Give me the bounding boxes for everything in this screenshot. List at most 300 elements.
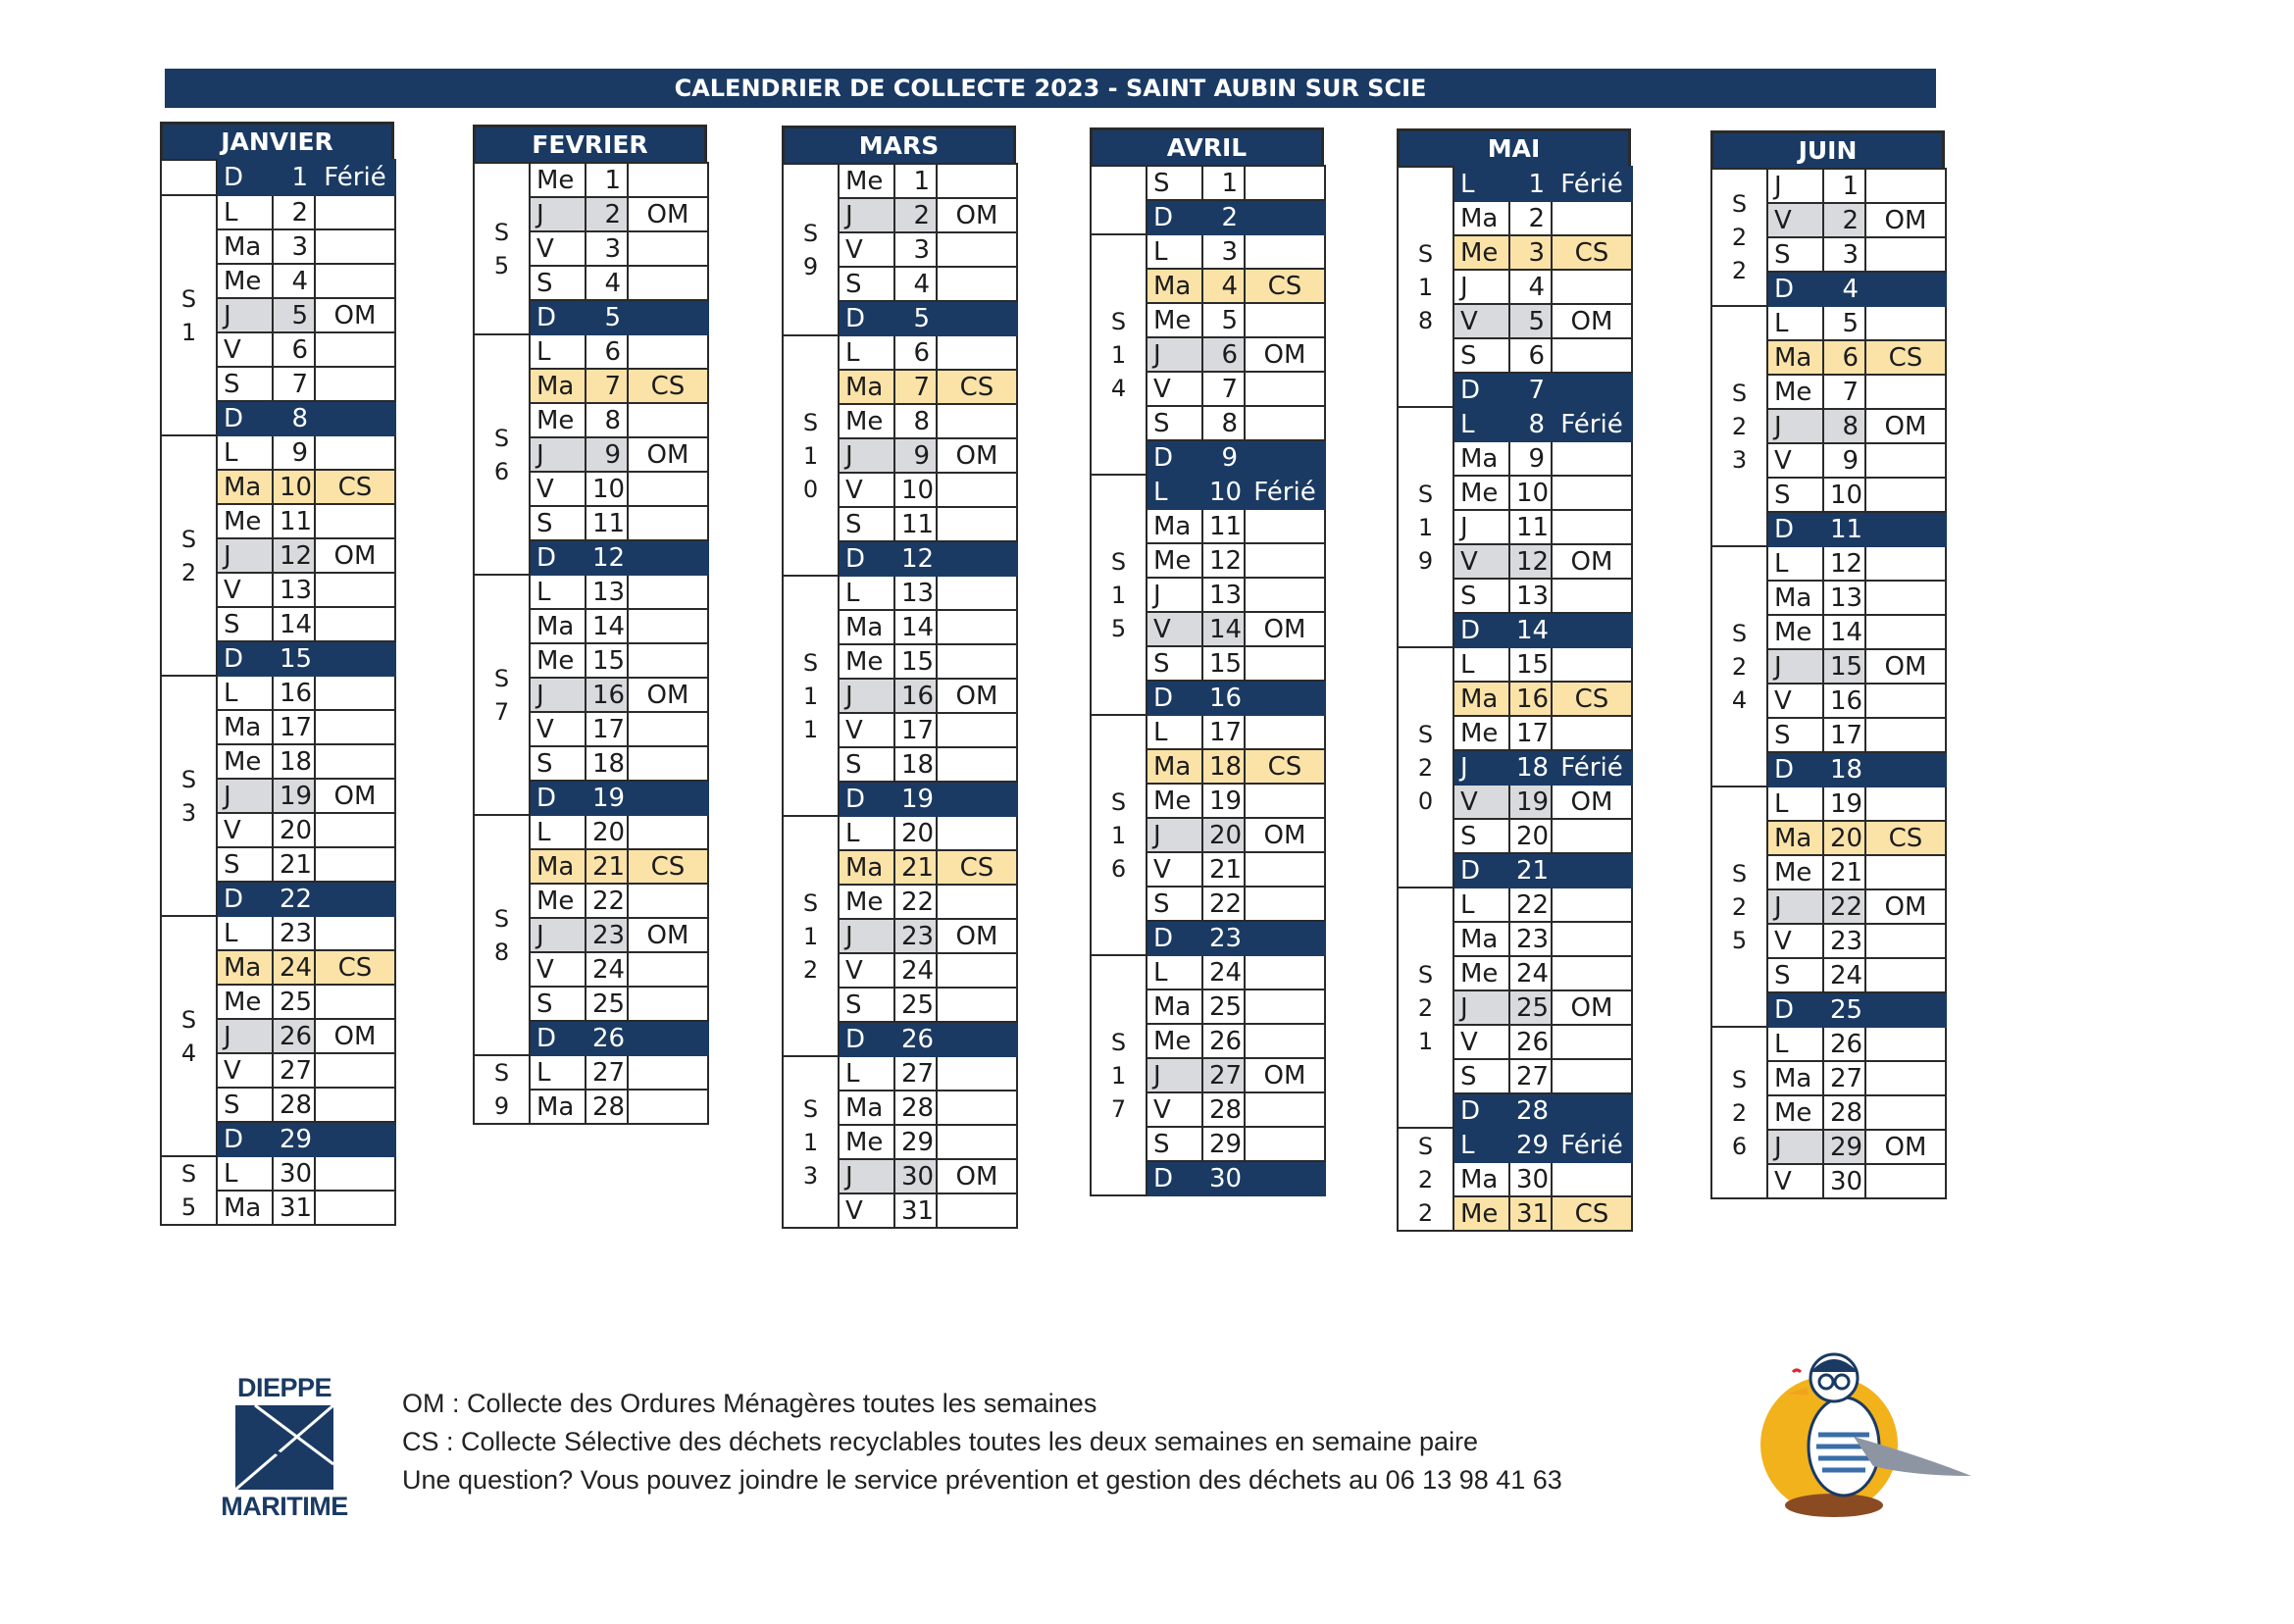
day-row — [1398, 888, 1632, 922]
day-abbrev: J — [1147, 578, 1202, 612]
logo-bottom-text: MARITIME — [221, 1492, 348, 1521]
collection-type — [1865, 958, 1946, 992]
collection-type — [1245, 372, 1325, 406]
day-abbrev: S — [1147, 646, 1202, 681]
collection-type — [1245, 509, 1325, 543]
day-abbrev: D — [530, 1021, 586, 1055]
day-abbrev: Ma — [1147, 990, 1202, 1024]
collection-type — [315, 367, 395, 401]
collection-type — [1865, 443, 1946, 478]
collection-type — [1245, 681, 1325, 715]
day-abbrev: S — [1147, 887, 1202, 921]
collection-type — [1552, 1059, 1632, 1093]
day-number: 3 — [273, 229, 315, 264]
day-number: 23 — [1823, 924, 1865, 958]
week-label: S 9 — [783, 164, 839, 335]
day-number: 23 — [273, 916, 315, 950]
day-number: 20 — [894, 816, 937, 850]
day-row — [161, 195, 395, 229]
day-abbrev: D — [530, 540, 586, 575]
day-abbrev: V — [1453, 544, 1509, 579]
collection-type — [628, 300, 708, 334]
day-abbrev: V — [217, 573, 273, 607]
collection-type: CS — [315, 470, 395, 504]
day-number: 27 — [586, 1055, 628, 1090]
day-number: 19 — [273, 779, 315, 813]
collection-type: CS — [1245, 749, 1325, 784]
collection-type — [1865, 718, 1946, 752]
day-number: 25 — [1823, 992, 1865, 1027]
day-number: 12 — [894, 541, 937, 576]
collection-type: Férié — [1552, 167, 1632, 201]
day-row — [161, 1156, 395, 1191]
week-label — [1091, 166, 1147, 234]
collection-type: CS — [1552, 682, 1632, 716]
day-number: 31 — [894, 1193, 937, 1228]
week-label: S 1 9 — [1398, 407, 1453, 647]
day-number: 26 — [1509, 1025, 1552, 1059]
day-number: 28 — [1202, 1092, 1245, 1127]
day-abbrev: S — [217, 847, 273, 882]
collection-type — [1865, 1061, 1946, 1095]
collection-type — [1552, 956, 1632, 990]
day-row — [161, 160, 395, 195]
day-abbrev: Ma — [1453, 441, 1509, 476]
day-number: 24 — [1509, 956, 1552, 990]
day-abbrev: V — [530, 952, 586, 987]
day-number: 13 — [1823, 581, 1865, 615]
day-abbrev: Ma — [1147, 269, 1202, 303]
collection-type — [315, 229, 395, 264]
week-label: S 1 1 — [783, 576, 839, 816]
collection-type: OM — [1865, 889, 1946, 924]
collection-type — [1552, 338, 1632, 373]
collection-type: OM — [1865, 649, 1946, 684]
day-abbrev: S — [1147, 166, 1202, 200]
collection-type — [1245, 578, 1325, 612]
day-abbrev: J — [1147, 1058, 1202, 1092]
day-number: 19 — [1823, 787, 1865, 821]
day-number: 11 — [1509, 510, 1552, 544]
collection-type — [937, 576, 1017, 610]
day-row — [1711, 546, 1946, 581]
collection-type — [937, 1022, 1017, 1056]
day-number: 29 — [1202, 1127, 1245, 1161]
collection-type — [1865, 924, 1946, 958]
day-row — [783, 164, 1017, 198]
day-row — [474, 163, 708, 197]
day-number: 7 — [1202, 372, 1245, 406]
collection-type — [315, 435, 395, 470]
day-abbrev: L — [1453, 888, 1509, 922]
collection-type — [937, 507, 1017, 541]
month-table — [1710, 168, 1947, 1199]
collection-type: CS — [315, 950, 395, 985]
day-abbrev: Me — [1767, 615, 1823, 649]
week-label: S 1 4 — [1091, 234, 1147, 475]
day-number: 28 — [273, 1088, 315, 1122]
day-number: 24 — [894, 953, 937, 988]
collection-type: CS — [1552, 235, 1632, 270]
collection-type: OM — [315, 298, 395, 332]
day-number: 11 — [894, 507, 937, 541]
collection-type — [937, 267, 1017, 301]
day-number: 4 — [1202, 269, 1245, 303]
month-table — [1397, 166, 1633, 1232]
day-abbrev: Me — [530, 403, 586, 437]
day-row — [474, 575, 708, 609]
collection-type — [1552, 1162, 1632, 1196]
collection-type — [1245, 440, 1325, 475]
collection-type: OM — [1245, 818, 1325, 852]
day-abbrev: S — [1147, 406, 1202, 440]
collection-type: CS — [1865, 821, 1946, 855]
day-abbrev: J — [217, 779, 273, 813]
day-abbrev: L — [530, 334, 586, 369]
week-label: S 2 2 — [1398, 1128, 1453, 1231]
day-number: 29 — [1509, 1128, 1552, 1162]
day-number: 26 — [1823, 1027, 1865, 1061]
day-number: 30 — [894, 1159, 937, 1193]
collection-type: OM — [937, 438, 1017, 473]
collection-type — [628, 334, 708, 369]
day-abbrev: D — [1147, 1161, 1202, 1195]
logo-top-text: DIEPPE — [236, 1373, 332, 1402]
day-abbrev: D — [1767, 512, 1823, 546]
day-number: 13 — [894, 576, 937, 610]
day-number: 20 — [1823, 821, 1865, 855]
day-row — [161, 676, 395, 710]
collection-type — [1865, 1095, 1946, 1130]
day-row — [783, 816, 1017, 850]
day-abbrev: D — [1453, 853, 1509, 888]
collection-type — [937, 713, 1017, 747]
day-abbrev: D — [1147, 200, 1202, 234]
day-abbrev: D — [1453, 613, 1509, 647]
day-number: 5 — [1823, 306, 1865, 340]
day-number: 27 — [1823, 1061, 1865, 1095]
month-header: MARS — [782, 126, 1016, 163]
day-number: 27 — [1509, 1059, 1552, 1093]
day-abbrev: S — [1147, 1127, 1202, 1161]
collection-type: OM — [1245, 612, 1325, 646]
day-abbrev: Ma — [217, 710, 273, 744]
day-abbrev: L — [217, 195, 273, 229]
day-number: 28 — [894, 1091, 937, 1125]
collection-type — [1245, 166, 1325, 200]
month-juin — [1710, 130, 1947, 1199]
collection-type: OM — [628, 918, 708, 952]
day-abbrev: L — [1767, 546, 1823, 581]
day-number: 12 — [1509, 544, 1552, 579]
day-number: 29 — [273, 1122, 315, 1156]
week-label: S 9 — [474, 1055, 530, 1124]
week-label: S 3 — [161, 676, 217, 916]
collection-type: CS — [937, 850, 1017, 885]
day-number: 14 — [1509, 613, 1552, 647]
collection-type: Férié — [1552, 1128, 1632, 1162]
day-abbrev: Me — [1453, 716, 1509, 750]
day-abbrev: V — [1147, 1092, 1202, 1127]
day-abbrev: D — [1453, 1093, 1509, 1128]
month-fevrier — [473, 125, 709, 1125]
day-number: 23 — [1509, 922, 1552, 956]
collection-type: Férié — [1552, 407, 1632, 441]
week-label: S 8 — [474, 815, 530, 1055]
day-abbrev: V — [1147, 852, 1202, 887]
day-abbrev: Ma — [839, 370, 894, 404]
day-abbrev: Ma — [1453, 922, 1509, 956]
day-abbrev: D — [839, 301, 894, 335]
day-number: 20 — [1202, 818, 1245, 852]
day-number: 9 — [894, 438, 937, 473]
collection-type — [315, 1156, 395, 1191]
day-number: 12 — [1823, 546, 1865, 581]
collection-type — [628, 746, 708, 781]
day-number: 27 — [1202, 1058, 1245, 1092]
day-number: 15 — [1202, 646, 1245, 681]
logo-mark-icon — [235, 1405, 333, 1490]
day-abbrev: J — [839, 198, 894, 232]
collection-type — [315, 401, 395, 435]
day-number: 31 — [1509, 1196, 1552, 1231]
day-abbrev: Me — [217, 985, 273, 1019]
day-number: 12 — [586, 540, 628, 575]
day-abbrev: V — [530, 712, 586, 746]
collection-type — [315, 641, 395, 676]
day-abbrev: L — [1147, 234, 1202, 269]
collection-type — [937, 1091, 1017, 1125]
collection-type — [1552, 476, 1632, 510]
day-number: 13 — [586, 575, 628, 609]
day-number: 28 — [1509, 1093, 1552, 1128]
collection-type — [315, 1053, 395, 1088]
day-abbrev: L — [530, 815, 586, 849]
collection-type: CS — [628, 369, 708, 403]
day-abbrev: Ma — [217, 950, 273, 985]
day-number: 26 — [1202, 1024, 1245, 1058]
collection-type — [1552, 441, 1632, 476]
day-number: 23 — [1202, 921, 1245, 955]
day-number: 14 — [894, 610, 937, 644]
day-abbrev: Ma — [530, 1090, 586, 1124]
collection-type — [1865, 992, 1946, 1027]
collection-type — [315, 916, 395, 950]
collection-type: OM — [937, 919, 1017, 953]
day-number: 13 — [273, 573, 315, 607]
day-number: 14 — [273, 607, 315, 641]
day-abbrev: V — [1453, 304, 1509, 338]
day-abbrev: V — [530, 472, 586, 506]
day-number: 18 — [1509, 750, 1552, 785]
day-abbrev: J — [1767, 889, 1823, 924]
day-row — [1398, 647, 1632, 682]
day-number: 21 — [1823, 855, 1865, 889]
day-number: 1 — [1823, 169, 1865, 203]
week-label: S 4 — [161, 916, 217, 1156]
day-abbrev: L — [1147, 475, 1202, 509]
collection-type — [1245, 852, 1325, 887]
day-number: 25 — [1509, 990, 1552, 1025]
day-abbrev: J — [530, 678, 586, 712]
day-abbrev: D — [1453, 373, 1509, 407]
day-abbrev: Ma — [1767, 821, 1823, 855]
collection-type — [937, 335, 1017, 370]
day-number: 8 — [1202, 406, 1245, 440]
day-abbrev: Me — [1147, 303, 1202, 337]
day-abbrev: S — [217, 1088, 273, 1122]
day-row — [783, 1056, 1017, 1091]
day-number: 30 — [273, 1156, 315, 1191]
collection-type — [1552, 853, 1632, 888]
day-number: 3 — [894, 232, 937, 267]
collection-type — [1865, 306, 1946, 340]
day-abbrev: L — [1453, 1128, 1509, 1162]
day-number: 2 — [1509, 201, 1552, 235]
week-label: S 5 — [474, 163, 530, 334]
day-number: 15 — [586, 643, 628, 678]
day-abbrev: S — [1767, 237, 1823, 272]
day-number: 10 — [894, 473, 937, 507]
collection-type: OM — [1552, 304, 1632, 338]
day-number: 11 — [586, 506, 628, 540]
collection-type — [1865, 581, 1946, 615]
collection-type: CS — [628, 849, 708, 884]
day-abbrev: L — [839, 576, 894, 610]
day-number: 10 — [1509, 476, 1552, 510]
day-abbrev: D — [217, 641, 273, 676]
collection-type — [1865, 237, 1946, 272]
collection-type — [937, 164, 1017, 198]
collection-type — [1245, 200, 1325, 234]
day-abbrev: S — [1767, 958, 1823, 992]
day-number: 18 — [273, 744, 315, 779]
day-abbrev: Ma — [1453, 201, 1509, 235]
week-label: S 2 6 — [1711, 1027, 1767, 1198]
collection-type — [1245, 1024, 1325, 1058]
collection-type — [628, 472, 708, 506]
day-abbrev: D — [530, 300, 586, 334]
collection-type: OM — [1865, 1130, 1946, 1164]
day-abbrev: Me — [1453, 956, 1509, 990]
day-number: 15 — [1823, 649, 1865, 684]
day-number: 16 — [273, 676, 315, 710]
collection-type — [937, 1056, 1017, 1091]
collection-type — [1865, 546, 1946, 581]
day-abbrev: L — [1453, 167, 1509, 201]
day-abbrev: Me — [839, 164, 894, 198]
day-abbrev: D — [530, 781, 586, 815]
collection-type — [1245, 887, 1325, 921]
day-number: 1 — [1202, 166, 1245, 200]
day-abbrev: Me — [1767, 1095, 1823, 1130]
day-number: 20 — [273, 813, 315, 847]
collection-type — [315, 195, 395, 229]
day-number: 6 — [586, 334, 628, 369]
day-number: 11 — [273, 504, 315, 538]
collection-type — [1245, 543, 1325, 578]
day-number: 12 — [1202, 543, 1245, 578]
day-number: 16 — [1823, 684, 1865, 718]
day-abbrev: V — [1767, 924, 1823, 958]
day-number: 18 — [586, 746, 628, 781]
day-number: 18 — [1823, 752, 1865, 787]
collection-type — [1245, 1092, 1325, 1127]
day-abbrev: S — [1453, 338, 1509, 373]
day-abbrev: J — [1453, 750, 1509, 785]
collection-type: OM — [1865, 203, 1946, 237]
week-label: S 1 3 — [783, 1056, 839, 1228]
collection-type — [1552, 270, 1632, 304]
day-abbrev: D — [1147, 921, 1202, 955]
collection-type — [315, 847, 395, 882]
day-number: 29 — [894, 1125, 937, 1159]
day-number: 12 — [273, 538, 315, 573]
week-label: S 5 — [161, 1156, 217, 1225]
day-number: 9 — [1823, 443, 1865, 478]
collection-type — [628, 1055, 708, 1090]
week-label: S 1 6 — [1091, 715, 1147, 955]
day-abbrev: Me — [1147, 1024, 1202, 1058]
collection-type — [628, 609, 708, 643]
collection-type — [1245, 234, 1325, 269]
day-number: 25 — [273, 985, 315, 1019]
day-number: 26 — [586, 1021, 628, 1055]
day-number: 25 — [1202, 990, 1245, 1024]
collection-type — [628, 1021, 708, 1055]
day-abbrev: J — [1453, 990, 1509, 1025]
day-abbrev: Ma — [1147, 509, 1202, 543]
day-number: 19 — [894, 782, 937, 816]
day-number: 5 — [1509, 304, 1552, 338]
collection-type — [1245, 1161, 1325, 1195]
day-abbrev: J — [839, 438, 894, 473]
day-number: 6 — [894, 335, 937, 370]
collection-type: Férié — [1245, 475, 1325, 509]
day-abbrev: S — [217, 607, 273, 641]
collection-type — [1245, 1127, 1325, 1161]
day-abbrev: L — [839, 335, 894, 370]
collection-type — [1245, 955, 1325, 990]
day-number: 4 — [1509, 270, 1552, 304]
day-abbrev: L — [1767, 787, 1823, 821]
day-row — [783, 576, 1017, 610]
collection-type — [1552, 819, 1632, 853]
week-label: S 7 — [474, 575, 530, 815]
day-abbrev: J — [217, 298, 273, 332]
day-abbrev: Me — [839, 644, 894, 679]
day-number: 30 — [1202, 1161, 1245, 1195]
day-row — [1398, 407, 1632, 441]
collection-type: OM — [1552, 785, 1632, 819]
day-number: 13 — [1202, 578, 1245, 612]
day-number: 4 — [273, 264, 315, 298]
month-table — [1090, 165, 1326, 1196]
collection-type — [628, 987, 708, 1021]
day-abbrev: Me — [1453, 1196, 1509, 1231]
day-row — [1711, 787, 1946, 821]
day-abbrev: J — [839, 679, 894, 713]
day-number: 22 — [894, 885, 937, 919]
day-number: 1 — [894, 164, 937, 198]
day-number: 16 — [1202, 681, 1245, 715]
day-number: 22 — [1823, 889, 1865, 924]
day-number: 2 — [273, 195, 315, 229]
collection-type: OM — [315, 1019, 395, 1053]
month-mars — [782, 126, 1018, 1229]
collection-type — [1865, 752, 1946, 787]
collection-type — [1245, 646, 1325, 681]
